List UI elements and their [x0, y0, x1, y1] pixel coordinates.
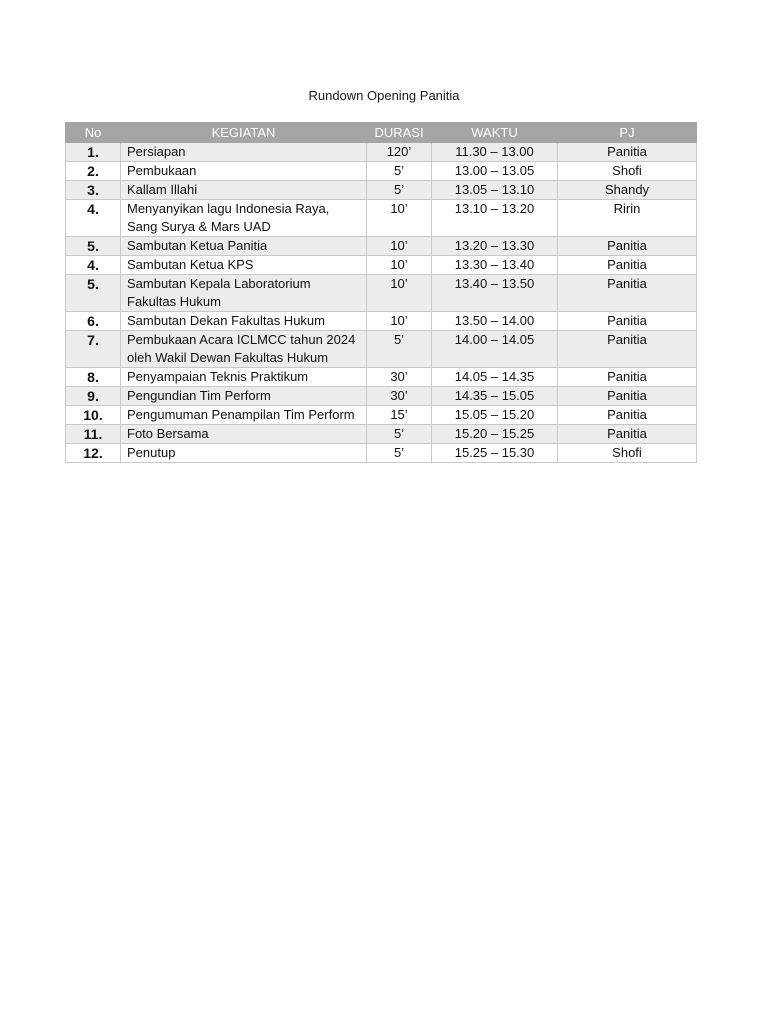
- table-row: [66, 406, 697, 425]
- cell-waktu: 13.10 – 13.20: [432, 200, 558, 237]
- cell-waktu: 13.30 – 13.40: [432, 256, 558, 275]
- cell-waktu: 14.05 – 14.35: [432, 368, 558, 387]
- cell-waktu: 14.00 – 14.05: [432, 331, 558, 368]
- cell-pj: Shofi: [558, 444, 697, 463]
- cell-durasi: 5’: [367, 181, 432, 200]
- cell-kegiatan: Sambutan Ketua Panitia: [121, 237, 367, 256]
- cell-kegiatan: Pengundian Tim Perform: [121, 387, 367, 406]
- table-row: [66, 181, 697, 200]
- cell-pj: Shandy: [558, 181, 697, 200]
- table-row: [66, 312, 697, 331]
- cell-no: 5.: [66, 237, 121, 256]
- cell-pj: Panitia: [558, 406, 697, 425]
- header-waktu: WAKTU: [432, 123, 558, 143]
- cell-durasi: 10’: [367, 275, 432, 312]
- cell-no: 6.: [66, 312, 121, 331]
- cell-kegiatan: Sambutan Ketua KPS: [121, 256, 367, 275]
- cell-kegiatan: Penyampaian Teknis Praktikum: [121, 368, 367, 387]
- cell-waktu: 14.35 – 15.05: [432, 387, 558, 406]
- cell-kegiatan: Sambutan Dekan Fakultas Hukum: [121, 312, 367, 331]
- table-row: [66, 162, 697, 181]
- table-row: [66, 256, 697, 275]
- cell-waktu: 15.05 – 15.20: [432, 406, 558, 425]
- table-row: [66, 368, 697, 387]
- header-no: No: [66, 123, 121, 143]
- cell-pj: Panitia: [558, 331, 697, 368]
- cell-kegiatan: Persiapan: [121, 143, 367, 162]
- cell-durasi: 10’: [367, 256, 432, 275]
- cell-durasi: 5’: [367, 444, 432, 463]
- cell-pj: Ririn: [558, 200, 697, 237]
- cell-waktu: 13.40 – 13.50: [432, 275, 558, 312]
- cell-no: 4.: [66, 256, 121, 275]
- cell-kegiatan: Menyanyikan lagu Indonesia Raya, Sang Surya & Mars UAD: [121, 200, 367, 237]
- cell-durasi: 5’: [367, 331, 432, 368]
- header-kegiatan: KEGIATAN: [121, 123, 367, 143]
- cell-no: 5.: [66, 275, 121, 312]
- rundown-table: [65, 122, 697, 463]
- header-row: [66, 123, 697, 143]
- cell-no: 4.: [66, 200, 121, 237]
- table-row: [66, 444, 697, 463]
- cell-durasi: 30’: [367, 368, 432, 387]
- cell-waktu: 15.20 – 15.25: [432, 425, 558, 444]
- table-row: [66, 143, 697, 162]
- cell-durasi: 15’: [367, 406, 432, 425]
- cell-durasi: 10’: [367, 237, 432, 256]
- cell-durasi: 120’: [367, 143, 432, 162]
- cell-waktu: 13.50 – 14.00: [432, 312, 558, 331]
- cell-no: 11.: [66, 425, 121, 444]
- cell-kegiatan: Pembukaan Acara ICLMCC tahun 2024 oleh Wakil Dewan Fakultas Hukum: [121, 331, 367, 368]
- cell-no: 1.: [66, 143, 121, 162]
- cell-durasi: 30’: [367, 387, 432, 406]
- cell-no: 7.: [66, 331, 121, 368]
- cell-waktu: 13.20 – 13.30: [432, 237, 558, 256]
- cell-kegiatan: Sambutan Kepala Laboratorium Fakultas Hukum: [121, 275, 367, 312]
- cell-waktu: 13.05 – 13.10: [432, 181, 558, 200]
- cell-pj: Panitia: [558, 237, 697, 256]
- cell-no: 9.: [66, 387, 121, 406]
- table-row: [66, 275, 697, 312]
- cell-pj: Shofi: [558, 162, 697, 181]
- cell-kegiatan: Penutup: [121, 444, 367, 463]
- cell-durasi: 10’: [367, 312, 432, 331]
- header-pj: PJ: [558, 123, 697, 143]
- cell-no: 3.: [66, 181, 121, 200]
- cell-durasi: 5’: [367, 162, 432, 181]
- cell-pj: Panitia: [558, 368, 697, 387]
- cell-no: 2.: [66, 162, 121, 181]
- table-row: [66, 331, 697, 368]
- cell-no: 8.: [66, 368, 121, 387]
- cell-pj: Panitia: [558, 387, 697, 406]
- header-durasi: DURASI: [367, 123, 432, 143]
- cell-pj: Panitia: [558, 312, 697, 331]
- table-row: [66, 425, 697, 444]
- cell-pj: Panitia: [558, 275, 697, 312]
- cell-kegiatan: Kallam Illahi: [121, 181, 367, 200]
- cell-waktu: 11.30 – 13.00: [432, 143, 558, 162]
- document-title: Rundown Opening Panitia: [308, 88, 460, 103]
- table-row: [66, 387, 697, 406]
- cell-durasi: 10’: [367, 200, 432, 237]
- cell-no: 10.: [66, 406, 121, 425]
- cell-kegiatan: Foto Bersama: [121, 425, 367, 444]
- table-body: [66, 143, 697, 463]
- cell-waktu: 15.25 – 15.30: [432, 444, 558, 463]
- cell-kegiatan: Pengumuman Penampilan Tim Perform: [121, 406, 367, 425]
- cell-pj: Panitia: [558, 256, 697, 275]
- table-header: [66, 123, 697, 143]
- cell-durasi: 5’: [367, 425, 432, 444]
- cell-pj: Panitia: [558, 425, 697, 444]
- table-row: [66, 237, 697, 256]
- table-row: [66, 200, 697, 237]
- cell-kegiatan: Pembukaan: [121, 162, 367, 181]
- cell-waktu: 13.00 – 13.05: [432, 162, 558, 181]
- cell-pj: Panitia: [558, 143, 697, 162]
- cell-no: 12.: [66, 444, 121, 463]
